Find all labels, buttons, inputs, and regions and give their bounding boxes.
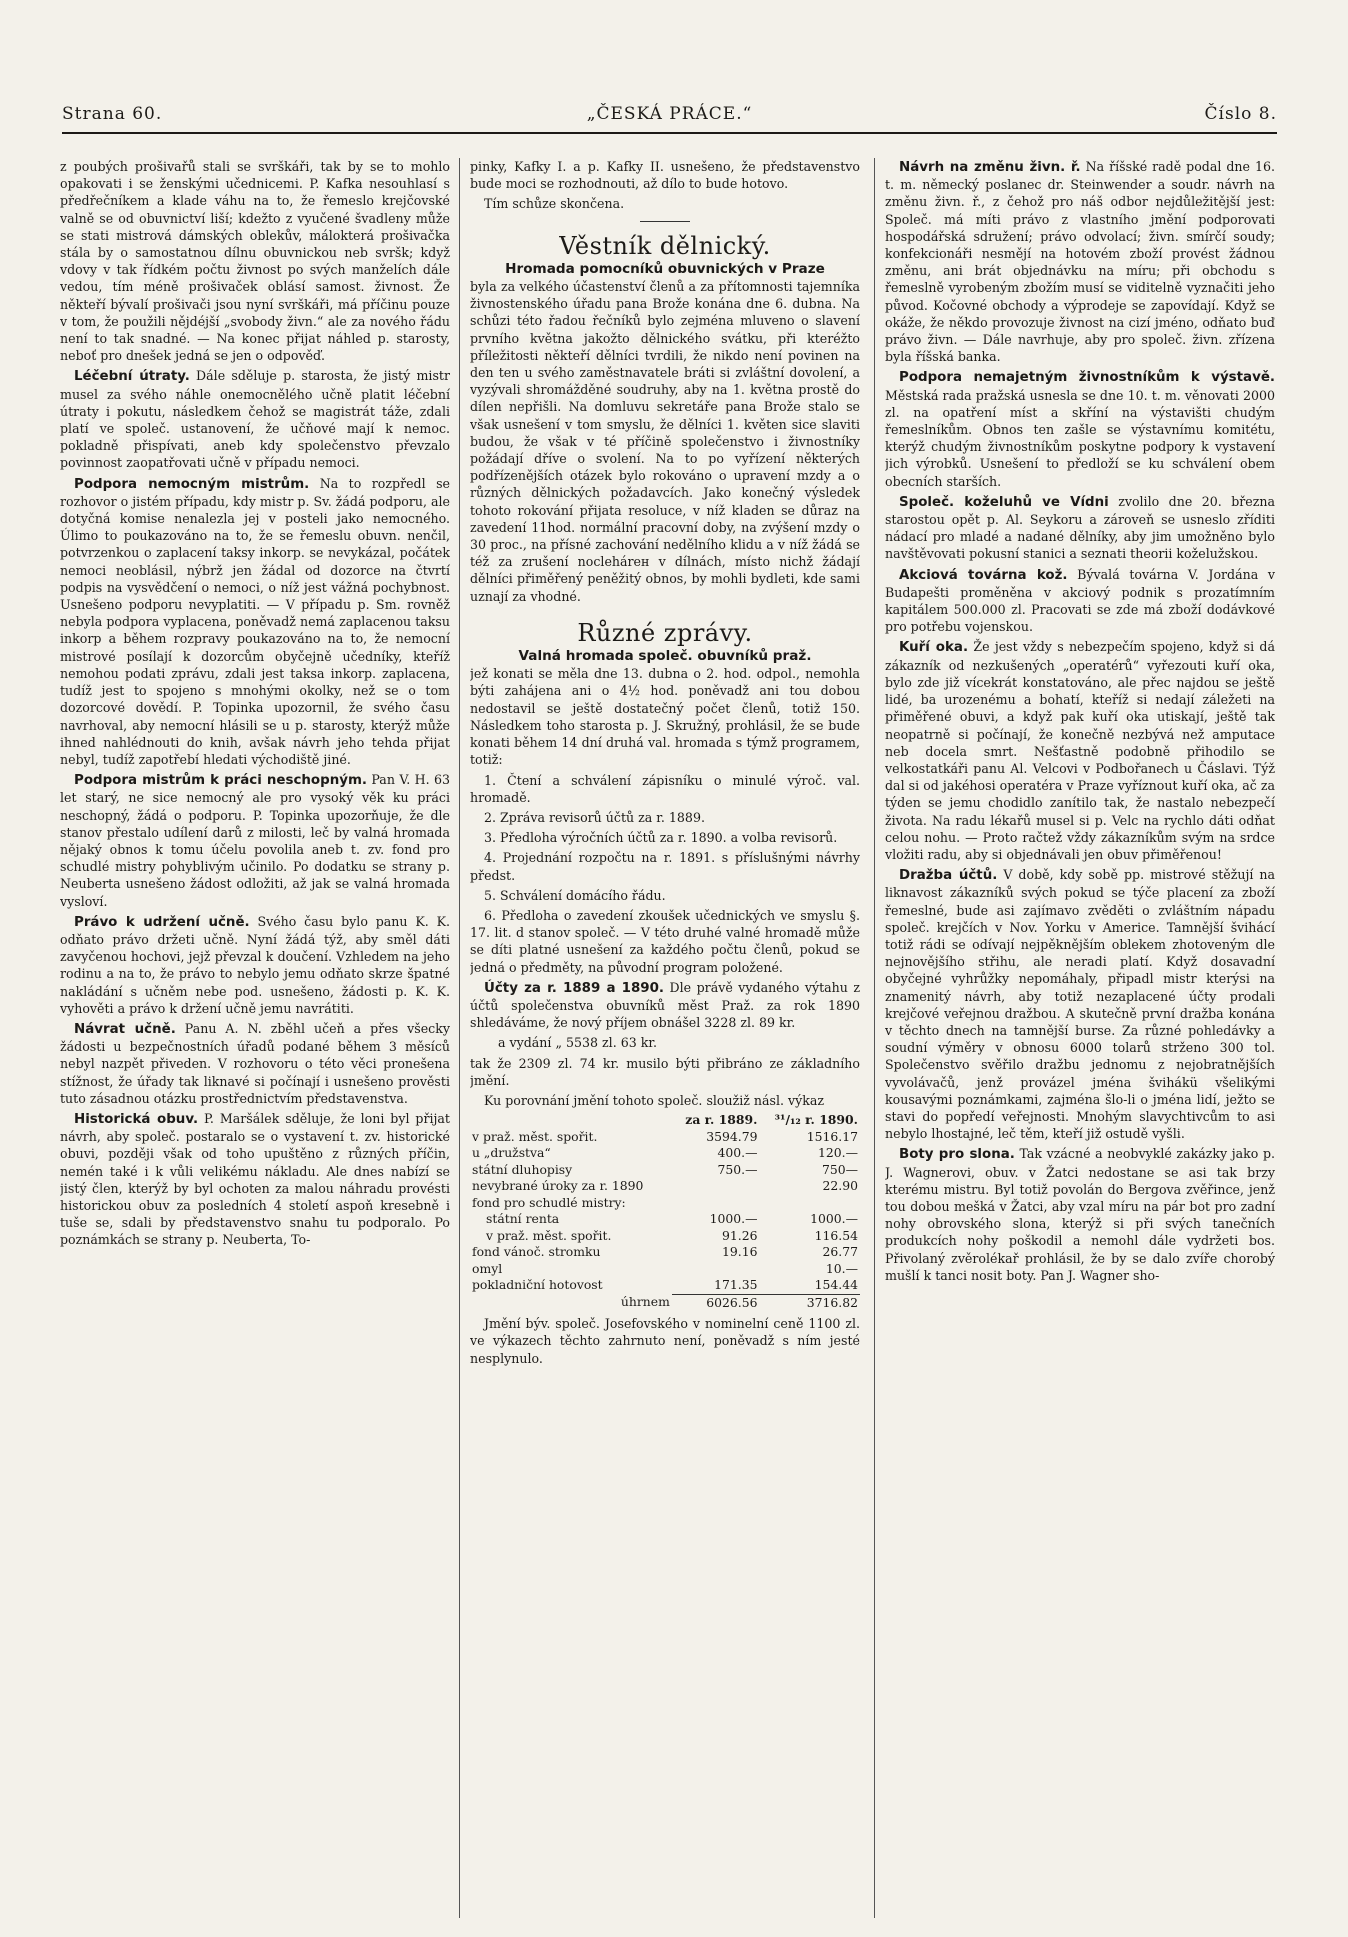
paragraph: Jmění býv. společ. Josefovského v nominelní ceně 1100 zl. ve výkazech těchto zahrnuto není, poněvadž s ním jesté nesplynulo.	[470, 1316, 860, 1366]
page-number: Strana 60.	[62, 104, 163, 124]
paragraph-text: zvolilo dne 20. března starostou opět p. Al. Seykoru a zároveň se usneslo zříditi nádací pro mladé a nadané dělníky, aby jim umožněno bylo navštěvovati pokusní stanici a seznati theorii koželužskou.	[885, 493, 1275, 562]
paragraph: Ku porovnání jmění tohoto společ. sloužiž násl. výkaz	[484, 1092, 825, 1108]
table-total-row: úhrnem 6026.56 3716.82	[620, 1294, 858, 1310]
table-header	[470, 1112, 860, 1129]
column-3	[885, 158, 1275, 1923]
paragraph	[60, 771, 450, 910]
paragraph	[60, 367, 450, 471]
paragraph	[885, 866, 1275, 1142]
table-row: pokladniční hotovost 171.35 154.44	[472, 1277, 858, 1293]
agenda-item: 1. Čtení a schválení zápisníku o minulé výroč. val. hromadě.	[470, 772, 860, 805]
run-in-heading: Akciová továrna kož.	[899, 567, 1068, 583]
table-row: státní dluhopisy 750.— 750—	[472, 1161, 858, 1177]
paragraph	[60, 1110, 450, 1249]
paragraph-text: Tak vzácné a neobvyklé zakázky jako p. J. Wagnerovi, obuv. v Žatci nedostane se asi tak brzy kterému mistru. Byl totiž povolán do Bergova zvěřince, jenž tou dobou mešká v Žatci, aby vzal míru na pár bot pro zadní nohy obrovského slona, kterýž si při svých tanečních produkcích nohy poškodil a nemohl dále vydržeti bos. Přivolaný zvěrolékař prohlásil, že by se dalo zvíře chorobý mušlí k tanci nosit boty. Pan J. Wagner sho-	[885, 1146, 1275, 1283]
run-in-heading: Podpora mistrům k práci neschopným.	[74, 773, 368, 789]
closing-line: Tím schůze skončena.	[484, 196, 625, 212]
run-in-heading: Právo k udržení učně.	[74, 914, 250, 930]
table-row: fond pro schudlé mistry:	[472, 1194, 626, 1210]
table-row: v praž. měst. spořit. 3594.79 1516.17	[472, 1128, 858, 1144]
run-in-heading: Návrat učně.	[74, 1021, 176, 1037]
paragraph	[885, 638, 1275, 863]
paragraph: z poubých prošivařů stali se svrškáři, tak by se to mohlo opakovati i se ženskými učednicemi. P. Kafka nesouhlasí s předřečníkem a klade váhu na to, že řemeslo krejčovské valně se od obuvnictví liší; kdežto z vyučené švadleny může se stati mistrová dámských oblekův, málokterá prošivačka stála by o samostatnou dílnu obuvnickou neb svršk; když vdovy v tak řídkém počtu živnost po svých manželích dále vedou, tím méně prošivaček oblásí samost. živnost. Že někteří bývalí prošivači jsou nyní svrškáři, má příčinu pouze v tom, že použili nějdéjší „svobody živn.“ ale za nového řádu není to tak snadné. — Na konec přijat náhled p. starosty, neboť pro dnešek jedná se jen o odpověď.	[60, 159, 450, 364]
paragraph	[885, 368, 1275, 489]
paragraph-text: Panu A. N. zběhl učeň a přes všecky žádosti u bezpečnostních úřadů podané během 3 měsíců nebyl nazpět přiveden. V rozhovoru o této věci pronešena stížnost, že úřady tak liknavé si počínají i usnešeno prověsti tuto zásadnou otázku prostřednictvím představenstva.	[60, 1020, 450, 1106]
paragraph: jež konati se měla dne 13. dubna o 2. hod. odpol., nemohla býti zahájena ani o 4½ hod. poněvadž ani tou dobou nedostavil se ještě dostatečný počet členů, totiž 150. Následkem toho starosta p. J. Skružný, prohlásil, že se bude konati během 14 dní druhá val. hromada s týmž programem, totiž:	[470, 666, 860, 768]
table-row: nevybrané úroky za r. 1890 22.90	[472, 1178, 858, 1194]
paragraph	[60, 913, 450, 1017]
assets-table	[470, 1112, 860, 1311]
paragraph-text: Svého času bylo panu K. K. odňato právo držeti učně. Nyní žádá týž, aby směl dáti zavyčenou hochovi, jejž převzal k doučení. Vzhledem na jeho rodinu a na to, že právo to nebylo jemu odňato skrze špatné nakládání s učněm nebe pod. usnešeno, žádosti p. K. K. vyhověti a právo k držení učně jemu navrátiti.	[60, 913, 450, 1016]
run-in-heading: Kuří oka.	[899, 640, 969, 656]
paragraph	[60, 1020, 450, 1107]
page-header	[62, 104, 1277, 130]
agenda-item: 3. Předloha výročních účtů za r. 1890. a volba revisorů.	[484, 830, 838, 846]
agenda-item: 4. Projednání rozpočtu na r. 1891. s příslušnými návrhy předst.	[470, 850, 860, 883]
expense-line: a vydání „ 5538 zl. 63 kr.	[498, 1035, 658, 1051]
paragraph	[885, 158, 1275, 365]
paragraph-text: Pan V. H. 63 let starý, ne sice nemocný ale pro vysoký věk ku práci neschopný, žádá o podporu. P. Topinka upozorňuje, že dle stanov přestalo udílení darů z milosti, leč by valná hromada nějaký obnos k tomu účelu povolila aneb t. zv. fond pro schudlé mistry pohyblivým učinilo. Po dodatku se strany p. Neuberta usnešeno žádost odložiti, až jak se valná hromada vysloví.	[60, 772, 450, 909]
paragraph-text: V době, kdy sobě pp. mistrové stěžují na liknavost zákazníků svých pokud se týče placení za zboží řemeslné, bude asi zajímavo zvěděti o zvláštním nápadu společ. krejčích v Nov. Yorku v Americe. Tamnější švihácí totiž rádi se odívají nejpěknějším oblekem zhotoveným dle nejnovějšího střihu, ale neradi platí. Když dosavadní obyčejné vyhrůžky nepomáhaly, připadl mistr kterýsi na znamenitý návrh, aby totiž nezaplacené účty prodali krejčové veřejnou dražbou. A skutečně první dražba konána v těchto dnech na tamnější burse. Za různé pohledávky a soudní výměry v obnosu 6000 tolarů strženo 300 tol. Společenstvo svěřilo dražbu jednomu z nejobratnějších vyvolávačů, jenž provázel jména švihákü všelikými kousavými poznámkami, zajména šlo-li o jména lidí, ježto se stavi do popředí veřejnosti. Mnohým slavychtivcům to asi nebylo lhostajné, leč těm, kteří již ostudě vyšli.	[885, 867, 1275, 1142]
table-row: omyl 10.—	[472, 1260, 858, 1276]
column-divider	[874, 158, 875, 1918]
paragraph: pinky, Kafky I. a p. Kafky II. usnešeno, že představenstvo bude moci se rozhodnouti, až dílo to bude hotovo.	[470, 159, 860, 192]
run-in-heading: Účty za r. 1889 a 1890.	[484, 980, 665, 996]
separator	[640, 221, 690, 222]
table-row: fond vánoč. stromku 19.16 26.77	[472, 1244, 858, 1260]
paragraph-text: Dále sděluje p. starosta, že jistý mistr musel za svého náhle onemocnělého učně platit léčební útraty i pokutu, následkem čehož se magistrát táže, zdali platí ve společ. ustanovení, že učňové mají k nemoc. pokladně přispívati, aneb kdy společenstvo převzalo povinnost zaopatřovati učně v případu nemoci.	[60, 368, 450, 471]
table-row: státní renta 1000.— 1000.—	[486, 1211, 858, 1227]
column-2	[470, 158, 860, 1923]
newspaper-title: „ČESKÁ PRÁCE.“	[586, 104, 753, 124]
paragraph: tak že 2309 zl. 74 kr. musilo býti přibráno ze základního jmění.	[470, 1055, 860, 1088]
run-in-heading: Společ. koželuhů ve Vídni	[899, 494, 1109, 510]
paragraph: byla za velkého účastenství členů a za přítomnosti tajemníka živnostenského úřadu pana Brože konána dne 6. dubna. Na schůzi této řadou řečníků bylo zejména mluveno o slavení prvního května jakožto dělnického svátku, při kteréžto příležitosti někteří dělníci tvrdili, že nikdo není povinen na den ten u svého zaměstnavatele bráti si zvláštní dovolení, a vyzývali shromážděné soudruhy, aby na 1. května prostě do dílen nepřišli. Na domluvu sekretáře pana Brože stalo se však usnešení v tom smyslu, že dělníci 1. květen sice slaviti budou, že však v té příčině společenstvo i živnostníky požádají dříve o svolení. Na to po vyřízení některých podřízenějších otázek bylo rokováno o upravení mzdy a o různých dělnických požadavcích. Jako konečný výsledek tohoto rokování přijata resoluce, v níž kladen se důraz na zavedení 11hod. normální pracovní doby, na zvýšení mzdy o 30 proc., na přísné zachování nedělního klidu a v níž žádá se též za zrušení noclehárен v dílnách, místo nichž žádají dělníci přiměřený peněžitý obnos, by mohli bydleti, kde sami uznají za vhodné.	[470, 279, 860, 604]
paragraph-text: Že jest vždy s nebezpečím spojeno, když si dá zákazník od nezkušených „operatérů“ vyřezouti kuří oka, bylo zde již vícekrát konstatováno, ale přec najdou se ještě lidé, ba urozenému a bohatí, kteříž si nedají záležeti na přiměřené obuvi, a když pak kuří oka utiskají, ještě tak neopatrně si počínají, že konečně nezbývá než amputace neb docela smrt. Nešťastně podobně přihodilo se velkostatkáři panu Al. Velcovi v Podbořanech u Čáslavi. Týž dal si od jakéhosi operatéra v Praze vyříznout kuří oka, ač za týden se jemu chodidlo zanítilo tak, že nastalo nebezpečí života. Na radu lékařů musel si p. Velc na rychlo dáti odňat celou nohu. — Proto račtež vždy zákazníkům svým na srdce vložiti radu, aby si objednávali jen obuv přiměřenou!	[885, 639, 1275, 862]
agenda-item: 6. Předloha o zavedení zkoušek učednických ve smyslu §. 17. lit. d stanov společ. — V této druhé valné hromadě může se díti platné usnešení za každého počtu členů, pokud se jedná o předměty, na původní program položené.	[470, 907, 860, 975]
paragraph	[470, 979, 860, 1032]
run-in-heading: Dražba účtů.	[899, 868, 998, 884]
run-in-heading: Podpora nemajetným živnostníkům k výstavě.	[899, 370, 1275, 386]
paragraph	[885, 566, 1275, 636]
issue-number: Číslo 8.	[1204, 104, 1277, 124]
paragraph-text: Na to rozpředl se rozhovor o jistém případu, kdy mistr p. Sv. žádá podporu, ale dotyčná komise nenalezla jej v posteli jako nemocného. Úlimo to poukazováno na to, že se řemeslu obuvn. nenčil, potvrzenkou o zaplacení taksy inkorp. se nevykázal, počátek nemoci neoblásil, nýbrž jen žádal od dozorce na čtvrtí podpis na vysvědčení o nemoci, o níž jest vážná pochybnost. Usnešeno podporu nevyplatiti. — V případu p. Sm. rovněž nebyla podpora vyplacena, poněvadž nemá zaplacenou taksu inkorp a během rozpravy poukazováno na to, že nemocní mistrové posílají k dozorcům obyčejně učedníky, kteříž nemohou podati zprávu, zdali jest taksa inkorp. zaplacena, tudíž jest to spojeno s mnohými okolky, než se o tom dozorcové dovědí. P. Topinka upozornil, že svého času navrhoval, aby nemocní hlásili se u p. starosty, kterýž může ihned nahlédnouti do knih, avšak návrh jeho tehda přijat nebyl, tudíž zapotřebí hledati východiště jiné.	[60, 475, 450, 767]
article-heading: Valná hromada společ. obuvníků praž.	[518, 648, 812, 665]
section-title: Věstník dělnický.	[559, 231, 771, 260]
agenda-item: 5. Schválení domácího řádu.	[484, 887, 666, 903]
paragraph	[60, 475, 450, 768]
article-heading: Hromada pomocníků obuvnických v Praze	[505, 260, 825, 277]
run-in-heading: Boty pro slona.	[899, 1147, 1015, 1163]
header-rule	[62, 132, 1277, 134]
paragraph-text: Bývalá továrna V. Jordána v Budapešti proměněna v akciový podnik s prozatímním kapitálem 500.000 zl. Pracovati se zde má zboží dodávkové pro potřebu vojenskou.	[885, 566, 1275, 635]
table-row: u „družstva“ 400.— 120.—	[472, 1145, 858, 1161]
run-in-heading: Podpora nemocným mistrům.	[74, 476, 310, 492]
column-header: za r. 1889.	[685, 1112, 758, 1128]
paragraph-text: Na říšské radě podal dne 16. t. m. německý poslanec dr. Steinwender a soudr. návrh na změnu živn. ř., z čehož pro náš odbor nejdůležitější jest: Společ. má míti právo z vlastního jmění podporovati hospodářská sdružení; právo odvolací; živn. smírčí soudy; konfekcionáři nesmějí na hotovém zboží provést žádnou změnu, ani brát objednávku na míru; při obchodu s řemeslně vyrobeným zbožím musí se viditelně vyznačiti jeho původ. Kočovné obchody a výprodeje se zapovídají. Když se okáže, že někdo provozuje živnost na cizí jméno, odňato buď právo živn. — Dále navrhuje, aby pro společ. živn. zřízena byla říšská banka.	[885, 159, 1275, 365]
run-in-heading: Historická obuv.	[74, 1111, 199, 1127]
run-in-heading: Léčební útraty.	[74, 369, 190, 385]
section-title: Různé zprávy.	[577, 618, 753, 647]
paragraph	[885, 1145, 1275, 1284]
column-1	[60, 158, 450, 1923]
paragraph	[885, 493, 1275, 563]
column-header: ³¹/₁₂ r. 1890.	[774, 1112, 858, 1128]
agenda-item: 2. Zpráva revisorů účtů za r. 1889.	[484, 809, 705, 825]
paragraph-text: Dle právě vydaného výtahu z účtů společenstva obuvníků měst Praž. za rok 1890 shledáváme, že nový příjem obnášel 3228 zl. 89 kr.	[470, 979, 860, 1031]
paragraph-text: P. Maršálek sděluje, že loni byl přijat návrh, aby společ. postaralo se o vystavení t. zv. historické obuvi, později však od toho upuštěno z různých příčin, nemén také i k vůli velikému nákladu. Ale dnes nabízí se jistý člen, kterýž by byl ochoten za malou náhradu provésti historickou obuv za posledních 4 století aspoň kresebně i tuše se, sdali by představenstvo snahu tu podporalo. Po poznámkách se strany p. Neuberta, To-	[60, 1110, 450, 1248]
run-in-heading: Návrh na změnu živn. ř.	[899, 160, 1081, 175]
paragraph-text: Městská rada pražská usnesla se dne 10. t. m. věnovati 2000 zl. na opatření míst a skříní na výstavišti chudým řemeslníkům. Obnos ten zašle se výstavnímu komitétu, kterýž chudým živnostníkům poskytne podpory k vystavení jich výrobků. Usnešení to předloží se ku schválení obem obecních starších.	[885, 387, 1275, 489]
table-row: v praž. měst. spořit. 91.26 116.54	[486, 1227, 858, 1243]
column-divider	[459, 158, 460, 1918]
